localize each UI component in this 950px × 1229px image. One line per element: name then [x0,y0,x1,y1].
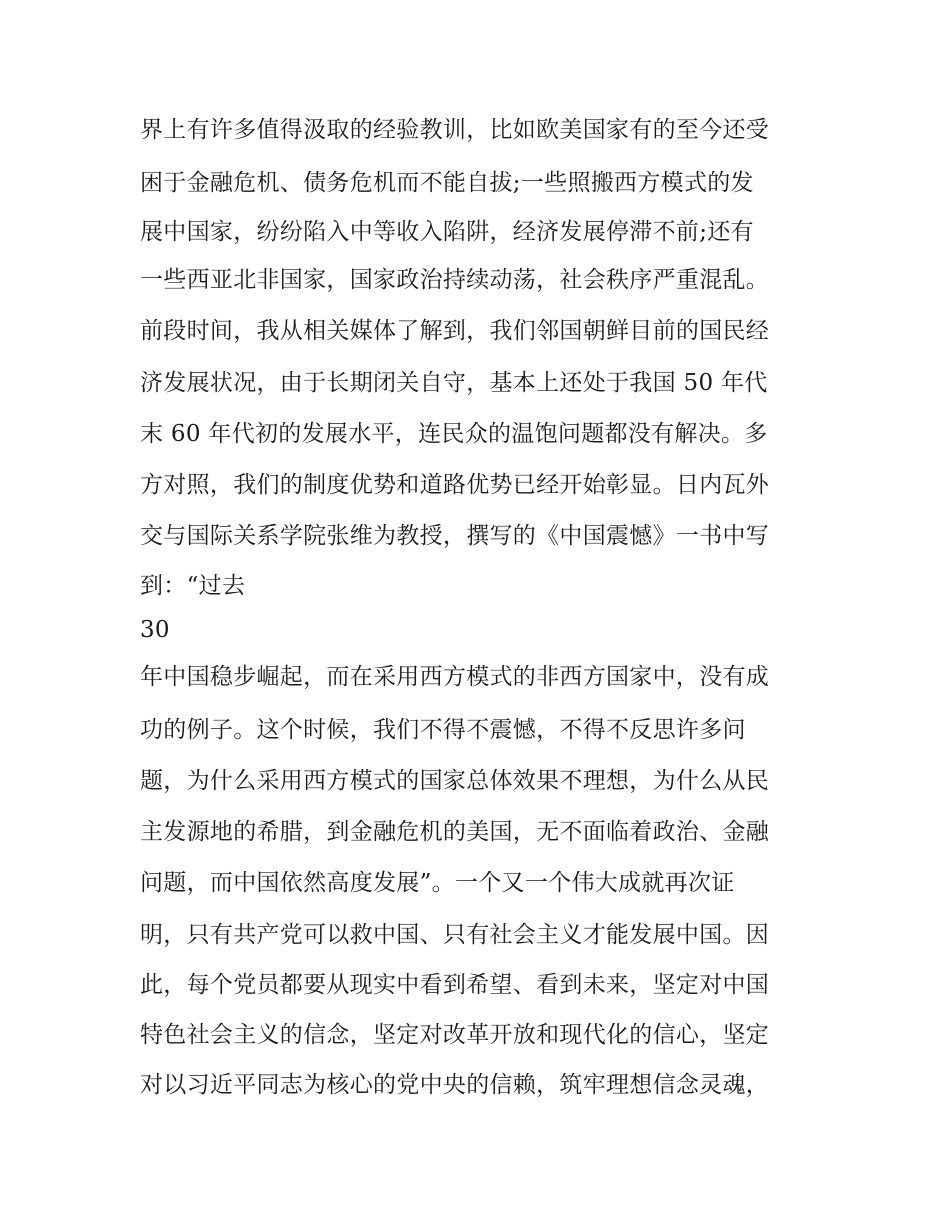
text-line: 困于金融危机、债务危机而不能自拔;一些照搬西方模式的发 [140,170,754,196]
text-line: 此，每个党员都要从现实中看到希望、看到未来，坚定对中国 [140,972,770,998]
text-line: 对以习近平同志为核心的党中央的信赖，筑牢理想信念灵魂， [140,1072,770,1098]
text-line: 方对照，我们的制度优势和道路优势已经开始彰显。日内瓦外 [140,472,770,498]
text-line: 问题，而中国依然高度发展”。一个又一个伟大成就再次证 [140,870,735,896]
page-number-fragment: 30 [140,617,170,643]
text-line: 界上有许多值得汲取的经验教训，比如欧美国家有的至今还受 [140,117,770,143]
text-line: 题，为什么采用西方模式的国家总体效果不理想，为什么从民 [140,768,770,794]
text-line: 交与国际关系学院张维为教授，撰写的《中国震憾》一书中写 [140,523,770,549]
text-line: 功的例子。这个时候，我们不得不震憾，不得不反思许多问 [140,717,746,743]
text-line: 末 60 年代初的发展水平，连民众的温饱问题都没有解决。多 [140,421,768,447]
text-line: 年中国稳步崛起，而在采用西方模式的非西方国家中，没有成 [140,664,770,690]
text-line: 明，只有共产党可以救中国、只有社会主义才能发展中国。因 [140,922,770,948]
text-line: 前段时间，我从相关媒体了解到，我们邻国朝鲜目前的国民经 [140,318,770,344]
text-line: 到：“过去 [140,573,246,599]
text-line: 主发源地的希腊，到金融危机的美国，无不面临着政治、金融 [140,819,770,845]
text-line: 济发展状况，由于长期闭关自守，基本上还处于我国 50 年代 [140,370,768,396]
text-line: 展中国家，纷纷陷入中等收入陷阱，经济发展停滞不前;还有 [140,219,754,245]
text-line: 特色社会主义的信念，坚定对改革开放和现代化的信心，坚定 [140,1022,770,1048]
text-line: 一些西亚北非国家，国家政治持续动荡，社会秩序严重混乱。 [140,267,770,293]
